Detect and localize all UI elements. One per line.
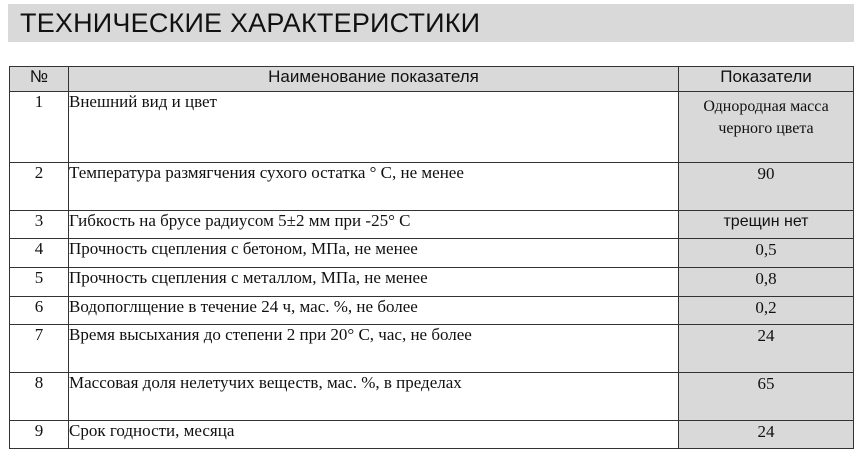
row-name: Прочность сцепления с бетоном, МПа, не менее	[69, 239, 679, 268]
row-num: 2	[10, 163, 69, 211]
row-num: 8	[10, 373, 69, 421]
row-name: Прочность сцепления с металлом, МПа, не менее	[69, 268, 679, 297]
table-row	[10, 373, 854, 421]
table-header-row	[10, 67, 854, 92]
row-value: 24	[679, 421, 854, 449]
row-value: 65	[679, 373, 854, 421]
title-bar	[8, 4, 854, 42]
row-name: Время высыхания до степени 2 при 20° С, час, не более	[69, 325, 679, 373]
row-value: 0,8	[679, 268, 854, 297]
row-name: Массовая доля нелетучих веществ, мас. %, в пределах	[69, 373, 679, 421]
table-row	[10, 297, 854, 325]
table-row	[10, 268, 854, 297]
row-num: 9	[10, 421, 69, 449]
row-num: 1	[10, 92, 69, 163]
row-name: Гибкость на брусе радиусом 5±2 мм при -25° С	[69, 211, 679, 239]
row-num: 7	[10, 325, 69, 373]
row-name: Температура размягчения сухого остатка ° С, не менее	[69, 163, 679, 211]
table-row	[10, 325, 854, 373]
table-row	[10, 239, 854, 268]
row-num: 6	[10, 297, 69, 325]
table-row	[10, 421, 854, 449]
table-row	[10, 163, 854, 211]
row-num: 4	[10, 239, 69, 268]
row-value: Однородная масса черного цвета	[679, 92, 854, 163]
spec-table	[9, 66, 854, 449]
header-num: №	[10, 67, 69, 92]
row-value: 24	[679, 325, 854, 373]
row-name: Водопоглщение в течение 24 ч, мас. %, не более	[69, 297, 679, 325]
row-num: 5	[10, 268, 69, 297]
row-value: 0,2	[679, 297, 854, 325]
row-value: трещин нет	[679, 211, 854, 239]
page-title: ТЕХНИЧЕСКИЕ ХАРАКТЕРИСТИКИ	[20, 8, 481, 38]
row-name: Срок годности, месяца	[69, 421, 679, 449]
header-name: Наименование показателя	[69, 67, 679, 92]
table-row	[10, 92, 854, 163]
row-value: 0,5	[679, 239, 854, 268]
table-row	[10, 211, 854, 239]
row-num: 3	[10, 211, 69, 239]
row-value: 90	[679, 163, 854, 211]
header-value: Показатели	[679, 67, 854, 92]
row-name: Внешний вид и цвет	[69, 92, 679, 163]
